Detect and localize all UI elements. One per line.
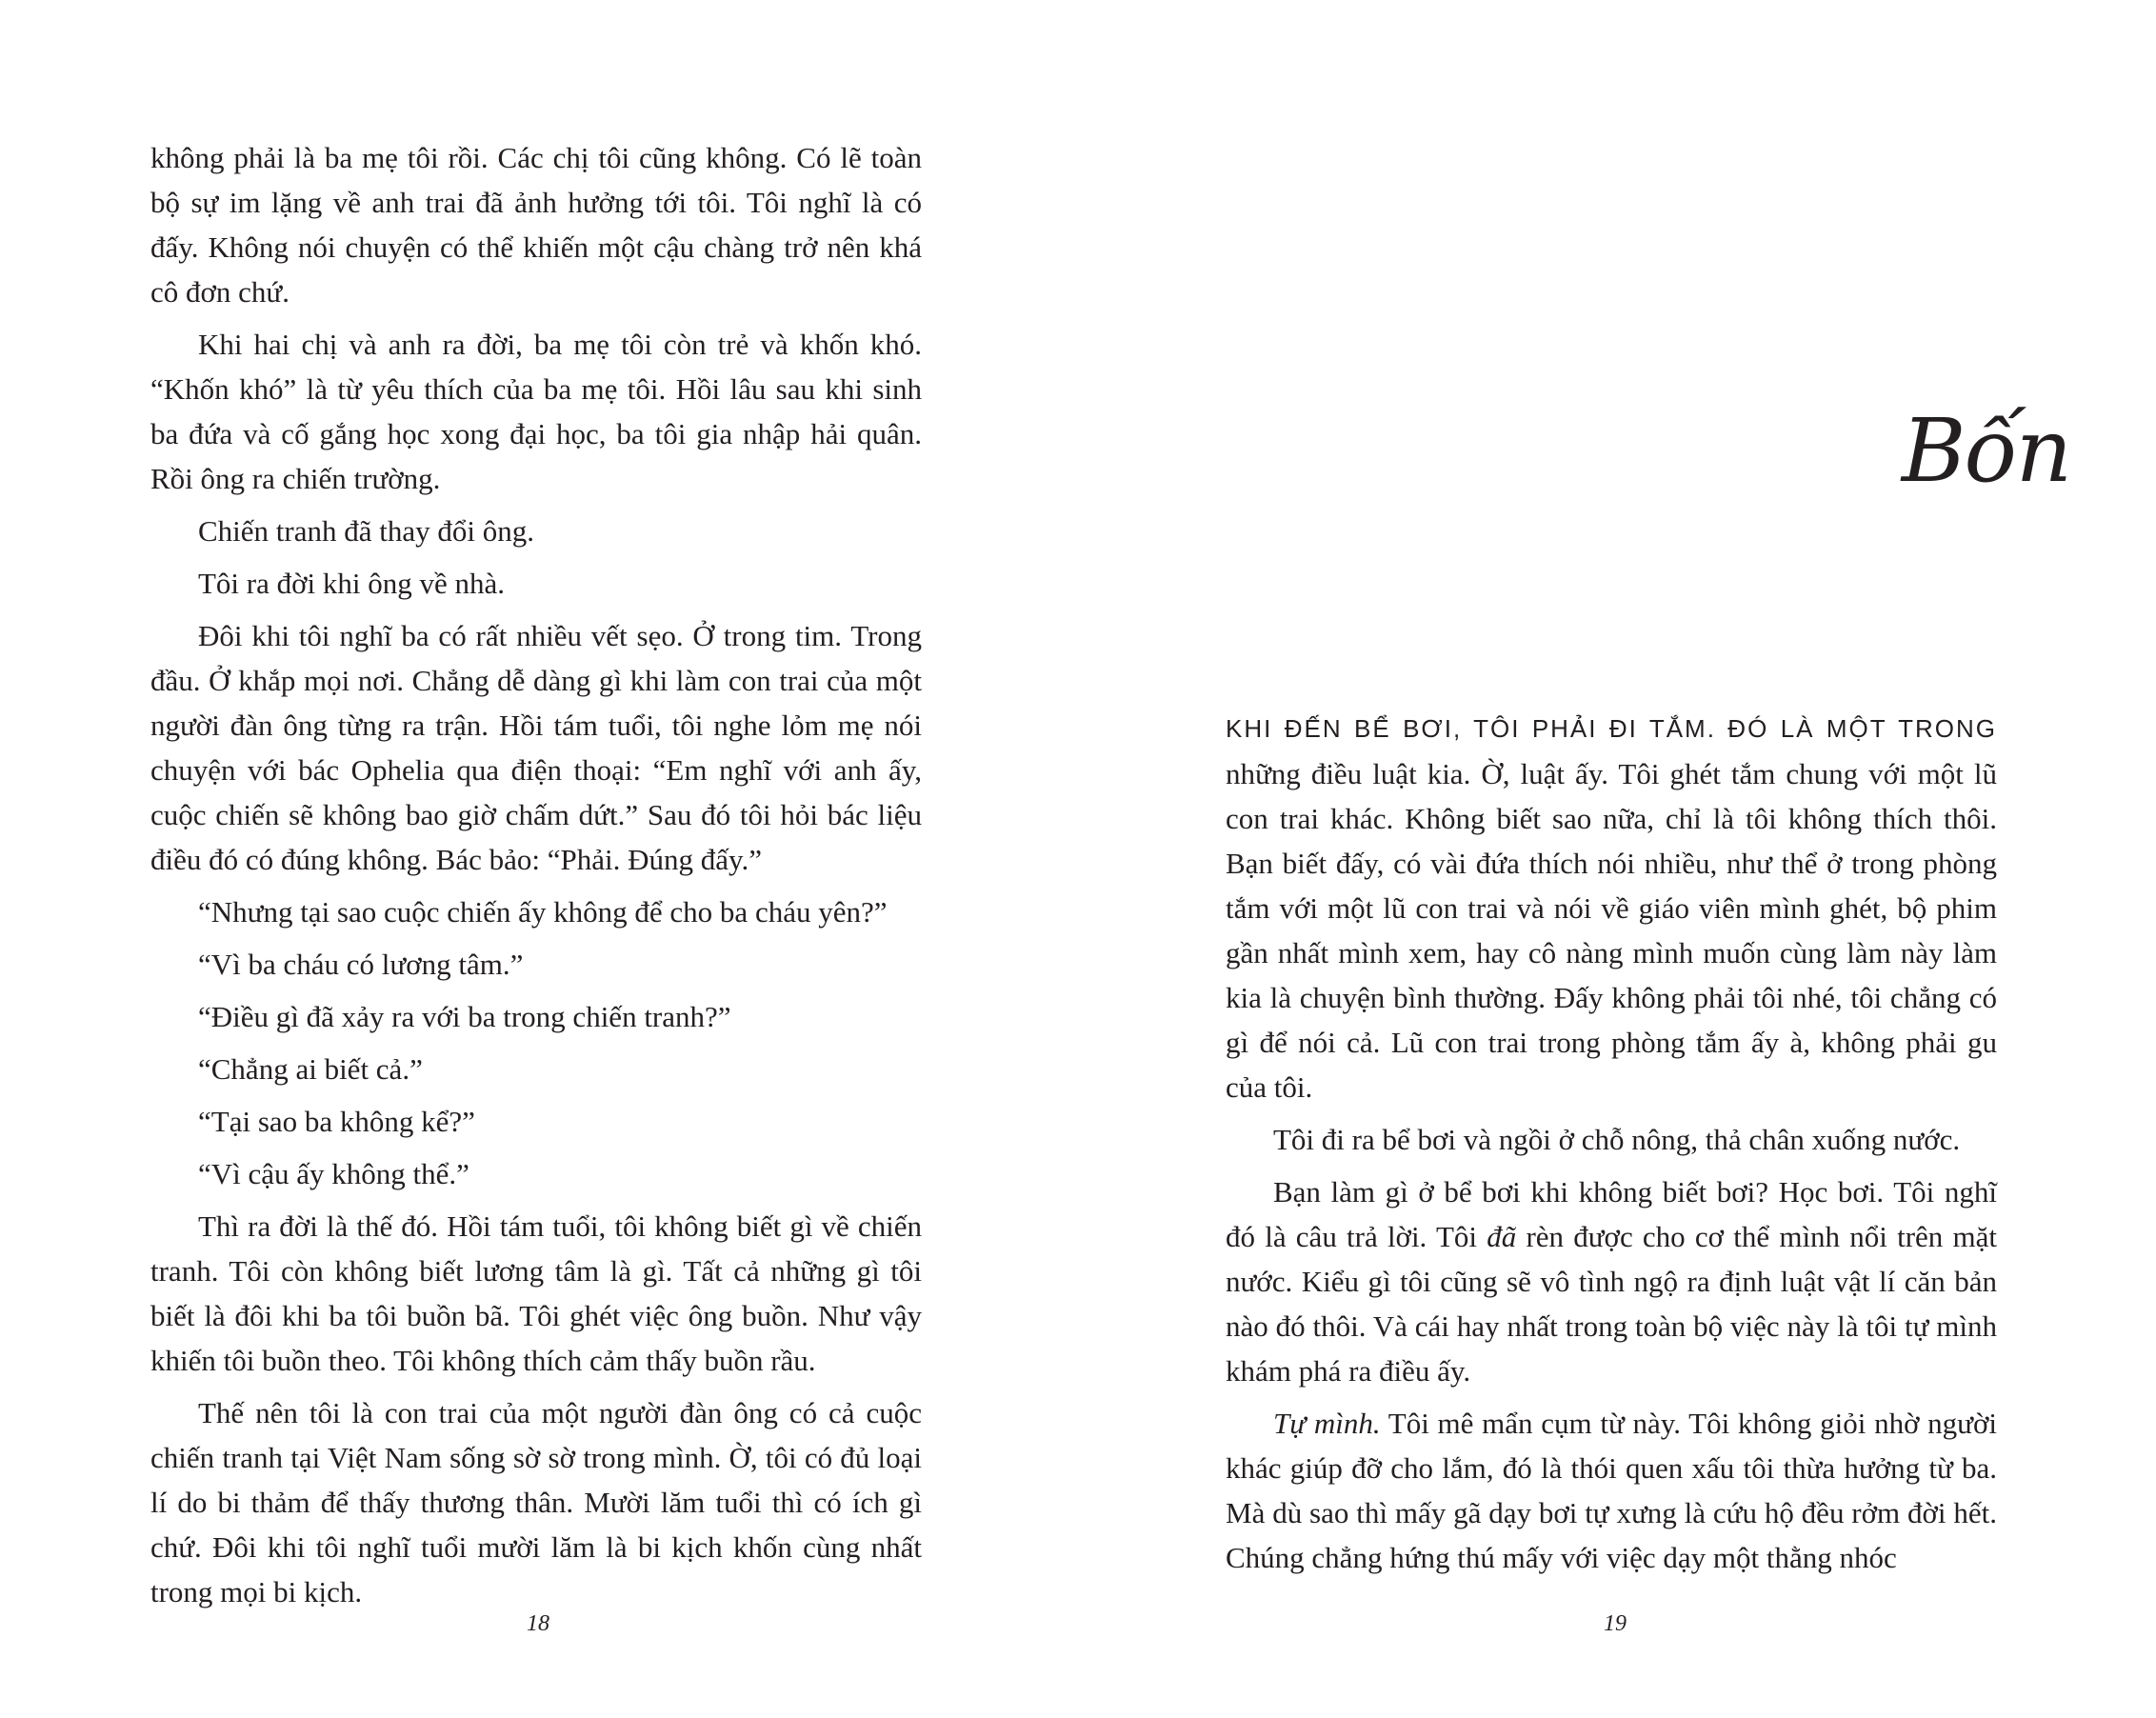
page-number: 18 (527, 1611, 549, 1636)
paragraph-text: những điều luật kia. Ờ, luật ấy. Tôi ghét tắm chung với một lũ con trai khác. Không biết sao nữa, chỉ là tôi không thích thôi. Bạn biết đấy, có vài đứa thích nói nhiều, như thể ở trong phòng tắm với một lũ con trai và nói về giáo viên mình ghét, bộ phim gần nhất mình xem, hay cô nàng mình muốn cùng làm này làm kia là chuyện bình thường. Đấy không phải tôi nhé, tôi chẳng có gì để nói cả. Lũ con trai trong phòng tắm ấy à, không phải gu của tôi. (1226, 757, 1997, 1104)
paragraph (1226, 705, 1997, 1109)
paragraph-text: Tôi mê mẩn cụm từ này. Tôi không giỏi nhờ người khác giúp đỡ cho lắm, đó là thói quen xấu tôi thừa hưởng từ ba. Mà dù sao thì mấy gã dạy bơi tự xưng là cứu hộ đều rởm đời hết. Chúng chẳng hứng thú mấy với việc dạy một thằng nhóc (1226, 1407, 1997, 1574)
paragraph-text: Bạn làm gì ở bể bơi khi không biết bơi? Học bơi. Tôi nghĩ đó là câu trả lời. Tôi (1226, 1175, 1997, 1253)
dialogue-line: “Vì cậu ấy không thể.” (198, 1157, 469, 1190)
paragraph: Thì ra đời là thế đó. Hồi tám tuổi, tôi không biết gì về chiến tranh. Tôi còn không biết lương tâm là gì. Tất cả những gì tôi biết là đôi khi ba tôi buồn bã. Tôi ghét việc ông buồn. Như vậy khiến tôi buồn theo. Tôi không thích cảm thấy buồn rầu. (150, 1209, 922, 1377)
paragraph (1226, 1401, 1997, 1580)
emphasis-text: đã (1487, 1220, 1517, 1253)
chapter-lead-caps: KHI ĐẾN BỂ BƠI, TÔI PHẢI ĐI TẮM. ĐÓ LÀ MỘT TRONG (1226, 714, 1997, 743)
dialogue-line: “Chẳng ai biết cả.” (198, 1052, 423, 1086)
page-number: 19 (1604, 1611, 1627, 1636)
paragraph: Thế nên tôi là con trai của một người đàn ông có cả cuộc chiến tranh tại Việt Nam sống sờ sờ trong mình. Ờ, tôi có đủ loại lí do bi thảm để thấy thương thân. Mười lăm tuổi thì có ích gì chứ. Đôi khi tôi nghĩ tuổi mười lăm là bi kịch khốn cùng nhất trong mọi bi kịch. (150, 1396, 922, 1608)
dialogue-line: “Vì ba cháu có lương tâm.” (198, 948, 524, 981)
left-page-text (150, 135, 922, 1622)
paragraph: Tôi ra đời khi ông về nhà. (198, 567, 506, 600)
paragraph: không phải là ba mẹ tôi rồi. Các chị tôi cũng không. Có lẽ toàn bộ sự im lặng về anh trai đã ảnh hưởng tới tôi. Tôi nghĩ là có đấy. Không nói chuyện có thể khiến một cậu chàng trở nên khá cô đơn chứ. (150, 141, 922, 309)
chapter-title: Bốn (1901, 400, 2070, 502)
right-page-text (1226, 705, 1997, 1588)
paragraph-text: rèn được cho cơ thể mình nổi trên mặt nước. Kiểu gì tôi cũng sẽ vô tình ngộ ra định luật vật lí căn bản nào đó thôi. Và cái hay nhất trong toàn bộ việc này là tôi tự mình khám phá ra điều ấy. (1226, 1220, 1997, 1388)
dialogue-line: “Tại sao ba không kể?” (198, 1105, 475, 1138)
dialogue-line: “Nhưng tại sao cuộc chiến ấy không để cho ba cháu yên?” (198, 895, 888, 929)
paragraph: Tôi đi ra bể bơi và ngồi ở chỗ nông, thả chân xuống nước. (1273, 1123, 1961, 1156)
paragraph: Đôi khi tôi nghĩ ba có rất nhiều vết sẹo. Ở trong tim. Trong đầu. Ở khắp mọi nơi. Chẳng dễ dàng gì khi làm con trai của một người đàn ông từng ra trận. Hồi tám tuổi, tôi nghe lỏm mẹ nói chuyện với bác Ophelia qua điện thoại: “Em nghĩ với anh ấy, cuộc chiến sẽ không bao giờ chấm dứt.” Sau đó tôi hỏi bác liệu điều đó có đúng không. Bác bảo: “Phải. Đúng đấy.” (150, 619, 922, 876)
paragraph: Chiến tranh đã thay đổi ông. (198, 514, 534, 548)
dialogue-line: “Điều gì đã xảy ra với ba trong chiến tranh?” (198, 1000, 731, 1033)
right-page (1078, 0, 2156, 1718)
emphasis-text: Tự mình. (1273, 1407, 1381, 1440)
paragraph (1226, 1169, 1997, 1393)
paragraph: Khi hai chị và anh ra đời, ba mẹ tôi còn trẻ và khốn khó. “Khốn khó” là từ yêu thích của ba mẹ tôi. Hồi lâu sau khi sinh ba đứa và cố gắng học xong đại học, ba tôi gia nhập hải quân. Rồi ông ra chiến trường. (150, 328, 922, 495)
